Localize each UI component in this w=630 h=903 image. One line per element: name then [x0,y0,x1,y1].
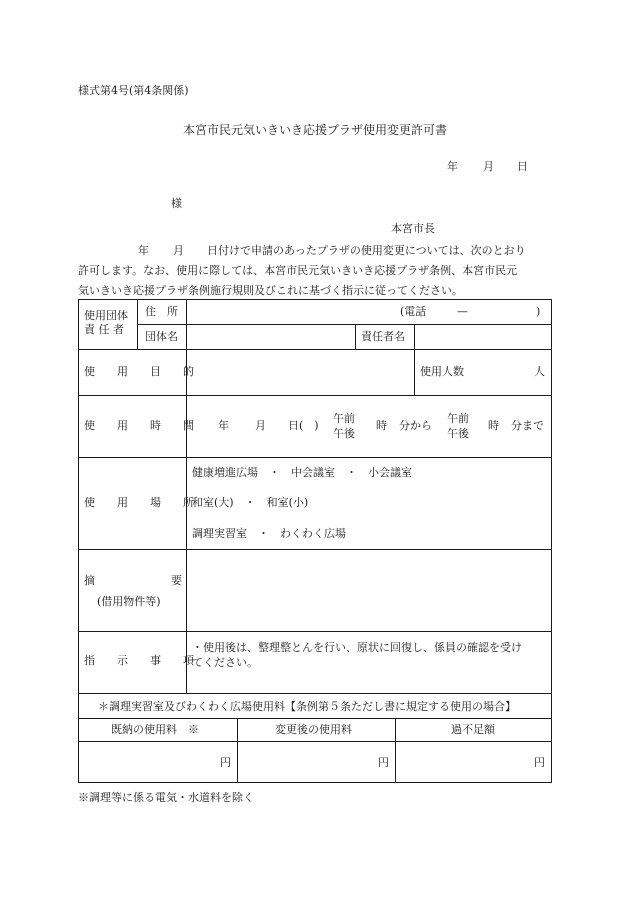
fee-heading: ＊調理実習室及びわくわく広場使用料【条例第５条ただし書に規定する使用の場合】 [98,700,516,713]
fee-col-after: 変更後の使用料 [275,723,352,736]
am-1: 午前 [333,412,355,425]
date-month: 月 [483,160,494,173]
document-title: 本宮市民元気いきいき応援プラザ使用変更許可書 [182,123,447,137]
person-in-charge-label: 責任者名 [361,330,405,343]
phone-dash: — [457,305,468,318]
time-day: 日( ) [288,419,319,432]
fee-unit-paid: 円 [220,756,231,769]
instructions-label: 指 示 事 項 [84,654,194,667]
date-year: 年 [447,160,458,173]
place-option-line1: 健康増進広場 ・ 中会議室 ・ 小会議室 [192,466,412,479]
issuer: 本宮市長 [391,222,435,235]
summary-label-b: 要 [171,574,182,587]
date-day: 日 [517,160,528,173]
people-unit: 人 [534,365,545,378]
time-year: 年 [218,419,229,432]
pm-2: 午後 [447,427,469,440]
paragraph-line1: 日付けで申請のあったプラザの使用変更については、次のとおり [207,244,526,257]
summary-sublabel: (借用物件等) [97,595,161,608]
fee-unit-diff: 円 [534,756,545,769]
until-text: 分まで [511,419,544,432]
time-month: 月 [255,419,266,432]
place-option-line3: 調理実習室 ・ わくわく広場 [192,527,346,540]
instructions-line1: ・使用後は、整理整とんを行い、原状に回復し、係員の確認を受け [192,641,522,654]
phone-close: ) [536,305,541,318]
responsible-label-1: 使用団体 [84,309,128,322]
purpose-label: 使 用 目 的 [84,365,194,378]
form-number: 様式第4号(第4条関係) [78,84,189,97]
paragraph-line2: 許可します。なお、使用に際しては、本宮市民元気いきいき応援プラザ条例、本宮市民元 [78,264,518,277]
fee-col-diff: 過不足額 [451,723,495,736]
instructions-line2: てください。 [192,656,258,669]
people-label: 使用人数 [420,365,464,378]
paragraph-month: 月 [173,244,184,257]
paragraph-year: 年 [138,244,149,257]
place-label: 使 用 場 所 [84,496,194,509]
time-label: 使 用 時 間 [84,419,194,432]
fee-unit-after: 円 [378,756,389,769]
group-name-label: 団体名 [145,330,178,343]
from-text: 分から [399,419,432,432]
place-option-line2: 和室(大) ・ 和室(小) [192,496,309,509]
footnote: ※調理等に係る電気・水道料を除く [78,791,254,804]
phone-open: (電話 [400,305,427,318]
pm-1: 午後 [333,427,355,440]
responsible-label-2: 責 任 者 [84,323,124,336]
hour-2: 時 [488,419,499,432]
fee-col-paid: 既納の使用料 ※ [111,723,199,736]
addressee-suffix: 様 [171,197,182,210]
address-label: 住 所 [145,305,178,318]
am-2: 午前 [447,412,469,425]
paragraph-line3: 気いきいき応援プラザ条例施行規則及びこれに基づく指示に従ってください。 [78,284,463,297]
hour-1: 時 [376,419,387,432]
summary-label-a: 摘 [84,574,95,587]
